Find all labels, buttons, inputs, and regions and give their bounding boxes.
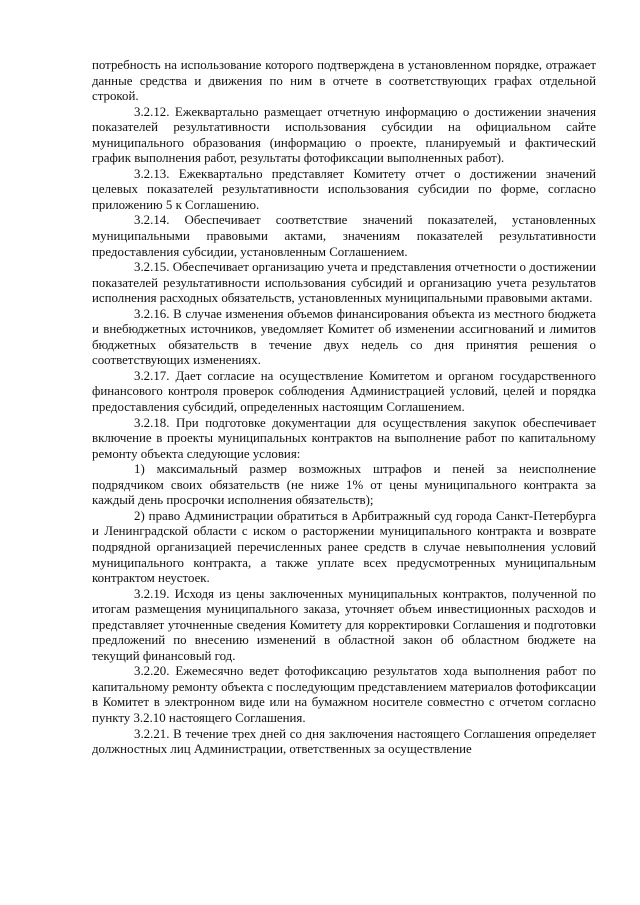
paragraph-3-2-12: 3.2.12. Ежеквартально размещает отчетную информацию о достижении значения показателей результативности использования субсидии на официальном сайте муниципального образования (информацию о проекте, планируемый и фактический график выполнения работ, результаты фотофиксации выполненных работ). — [92, 104, 596, 166]
paragraph-3-2-14: 3.2.14. Обеспечивает соответствие значений показателей, установленных муниципальными правовыми актами, значениям показателей результативности предоставления субсидии, установленным Соглашением. — [92, 213, 596, 259]
paragraph-continuation: потребность на использование которого подтверждена в установленном порядке, отражает данные средства и движения по ним в отчете в соответствующих графах отдельной строкой. — [92, 58, 596, 104]
paragraph-3-2-15: 3.2.15. Обеспечивает организацию учета и представления отчетности о достижении показателей результативности использования субсидий и организацию учета результатов исполнения расходных обязательств, установленных муниципальными правовыми актами. — [92, 260, 596, 306]
paragraph-3-2-20: 3.2.20. Ежемесячно ведет фотофиксацию результатов хода выполнения работ по капитальному ремонту объекта с последующим представлением материалов фотофиксации в Комитет в электронном виде или на бумажном носителе совместно с отчетом согласно пункту 3.2.10 настоящего Соглашения. — [92, 664, 596, 725]
paragraph-3-2-21: 3.2.21. В течение трех дней со дня заключения настоящего Соглашения определяет должностных лиц Администрации, ответственных за осуществление — [92, 726, 596, 757]
paragraph-3-2-18-item-2: 2) право Администрации обратиться в Арбитражный суд города Санкт-Петербурга и Ленинградской области с иском о расторжении муниципального контракта и возврате подрядной организацией перечисленных ранее средств в случае невыполнения условий муниципального контракта, а также уплате всех предусмотренных муниципальным контрактом неустоек. — [92, 508, 596, 586]
paragraph-3-2-18: 3.2.18. При подготовке документации для осуществления закупок обеспечивает включение в проекты муниципальных контрактов на выполнение работ по капитальному ремонту объекта следующие условия: — [92, 415, 596, 461]
paragraph-3-2-17: 3.2.17. Дает согласие на осуществление Комитетом и органом государственного финансового контроля проверок соблюдения Администрацией условий, целей и порядка предоставления субсидий, определенных настоящим Соглашением. — [92, 368, 596, 415]
paragraph-3-2-16: 3.2.16. В случае изменения объемов финансирования объекта из местного бюджета и внебюджетных источников, уведомляет Комитет об изменении ассигнований и лимитов бюджетных обязательств в течение двух недель со дня принятия решения о соответствующих изменениях. — [92, 306, 596, 368]
paragraph-3-2-18-item-1: 1) максимальный размер возможных штрафов и пеней за неисполнение подрядчиком своих обязательств (не ниже 1% от цены муниципального контракта за каждый день просрочки исполнения обязательств); — [92, 462, 596, 508]
paragraph-3-2-13: 3.2.13. Ежеквартально представляет Комитету отчет о достижении значений целевых показателей результативности использования субсидии по форме, согласно приложению 5 к Соглашению. — [92, 166, 596, 212]
paragraph-3-2-19: 3.2.19. Исходя из цены заключенных муниципальных контрактов, полученной по итогам размещения муниципального заказа, уточняет объем инвестиционных расходов и представляет уточненные сведения Комитету для корректировки Соглашения и подготовки предложений по внесению изменений в областной закон об областном бюджете на текущий финансовый год. — [92, 586, 596, 663]
document-page — [92, 58, 596, 758]
